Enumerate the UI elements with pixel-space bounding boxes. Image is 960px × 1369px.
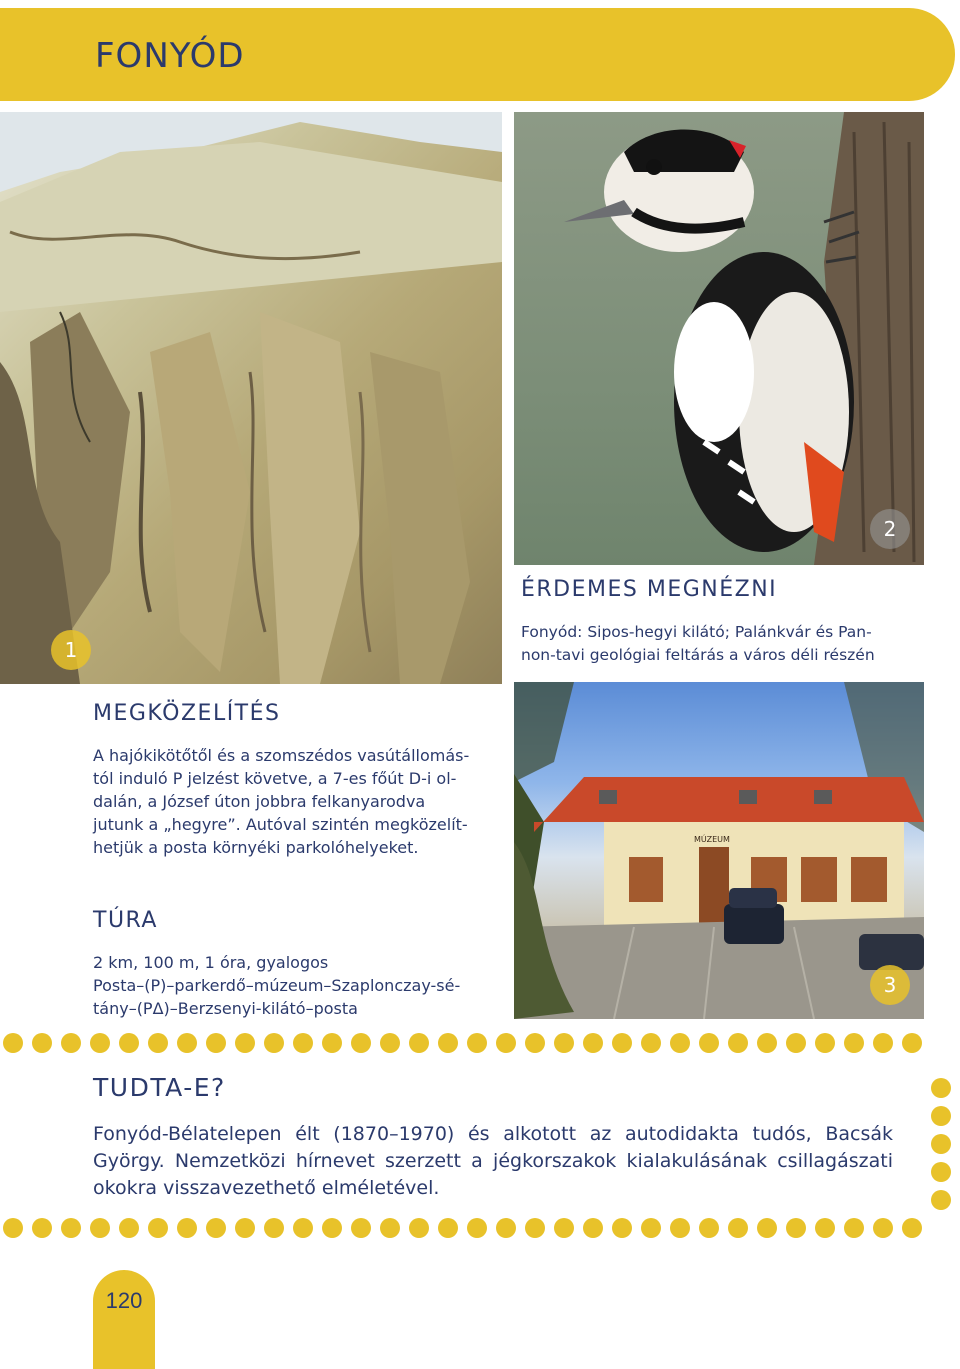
decorative-dot — [148, 1033, 168, 1053]
photo-number-1: 1 — [51, 630, 91, 670]
decorative-dot — [931, 1162, 951, 1182]
decorative-dot — [902, 1033, 922, 1053]
decorative-dot — [757, 1218, 777, 1238]
tudta-heading: TUDTA-E? — [93, 1073, 226, 1102]
megkozelites-line: hetjük a posta környéki parkolóhelyeket. — [93, 838, 419, 857]
decorative-dot — [235, 1033, 255, 1053]
decorative-dot — [902, 1218, 922, 1238]
decorative-dot — [844, 1218, 864, 1238]
decorative-dot — [873, 1033, 893, 1053]
decorative-dot — [380, 1218, 400, 1238]
tura-line: tány–(PΔ)–Berzsenyi-kilátó–posta — [93, 999, 358, 1018]
decorative-dot — [322, 1033, 342, 1053]
decorative-dot — [351, 1218, 371, 1238]
photo-number-2: 2 — [870, 509, 910, 549]
decorative-dot — [931, 1134, 951, 1154]
decorative-dot — [757, 1033, 777, 1053]
decorative-dot — [641, 1033, 661, 1053]
decorative-dot — [641, 1218, 661, 1238]
decorative-dot — [815, 1218, 835, 1238]
megkozelites-line: tól induló P jelzést követve, a 7-es főút D-i ol- — [93, 769, 457, 788]
decorative-dot — [206, 1033, 226, 1053]
decorative-dot — [844, 1033, 864, 1053]
decorative-dot — [525, 1033, 545, 1053]
page-title: FONYÓD — [95, 36, 245, 76]
header-banner — [0, 8, 955, 101]
decorative-dot — [264, 1033, 284, 1053]
decorative-dot — [438, 1218, 458, 1238]
decorative-dot — [931, 1190, 951, 1210]
decorative-dot — [699, 1033, 719, 1053]
decorative-dot — [380, 1033, 400, 1053]
tura-line: Posta–(P)–parkerdő–múzeum–Szaplonczay-sé- — [93, 976, 461, 995]
decorative-dot — [61, 1033, 81, 1053]
decorative-dot — [3, 1033, 23, 1053]
decorative-dot — [699, 1218, 719, 1238]
decorative-dot — [61, 1218, 81, 1238]
dotted-border-bottom — [3, 1218, 922, 1240]
page-number-tab — [93, 1270, 155, 1369]
decorative-dot — [235, 1218, 255, 1238]
decorative-dot — [177, 1218, 197, 1238]
decorative-dot — [32, 1218, 52, 1238]
decorative-dot — [728, 1218, 748, 1238]
woodpecker-photo — [514, 112, 924, 565]
decorative-dot — [3, 1218, 23, 1238]
decorative-dot — [815, 1033, 835, 1053]
decorative-dot — [90, 1218, 110, 1238]
decorative-dot — [931, 1078, 951, 1098]
decorative-dot — [525, 1218, 545, 1238]
decorative-dot — [786, 1033, 806, 1053]
decorative-dot — [264, 1218, 284, 1238]
megkozelites-heading: MEGKÖZELÍTÉS — [93, 701, 281, 726]
decorative-dot — [583, 1218, 603, 1238]
tura-text — [93, 951, 508, 1020]
decorative-dot — [322, 1218, 342, 1238]
decorative-dot — [293, 1218, 313, 1238]
decorative-dot — [554, 1033, 574, 1053]
decorative-dot — [583, 1033, 603, 1053]
decorative-dot — [119, 1033, 139, 1053]
cliff-photo — [0, 112, 502, 684]
decorative-dot — [931, 1106, 951, 1126]
decorative-dot — [496, 1033, 516, 1053]
decorative-dot — [873, 1218, 893, 1238]
decorative-dot — [293, 1033, 313, 1053]
museum-sign: MÚZEUM — [694, 835, 730, 844]
decorative-dot — [467, 1033, 487, 1053]
museum-illustration — [514, 682, 924, 1019]
megkozelites-line: A hajókikötőtől és a szomszédos vasútállomás- — [93, 746, 470, 765]
tura-heading: TÚRA — [93, 908, 158, 933]
decorative-dot — [119, 1218, 139, 1238]
page-number: 120 — [105, 1288, 143, 1313]
megkozelites-line: dalán, a József úton jobbra felkanyarodva — [93, 792, 426, 811]
cliff-illustration — [0, 112, 502, 684]
photo-number-3: 3 — [870, 965, 910, 1005]
decorative-dot — [670, 1033, 690, 1053]
dotted-border-top — [3, 1033, 922, 1055]
decorative-dot — [728, 1033, 748, 1053]
erdemes-line: non-tavi geológiai feltárás a város déli részén — [521, 646, 875, 664]
erdemes-line: Fonyód: Sipos-hegyi kilátó; Palánkvár és Pan- — [521, 623, 872, 641]
decorative-dot — [177, 1033, 197, 1053]
dotted-border-right — [931, 1078, 953, 1210]
museum-photo — [514, 682, 924, 1019]
decorative-dot — [206, 1218, 226, 1238]
decorative-dot — [467, 1218, 487, 1238]
decorative-dot — [32, 1033, 52, 1053]
decorative-dot — [670, 1218, 690, 1238]
megkozelites-text — [93, 744, 508, 859]
tudta-text: Fonyód-Bélatelepen élt (1870–1970) és alkotott az autodidakta tudós, Bacsák György. Nemzetközi hírnevet szerzett a jégkorszakok kialakulásának csillagászati okokra visszavezethető elméletével. — [93, 1123, 893, 1199]
tura-line: 2 km, 100 m, 1 óra, gyalogos — [93, 953, 329, 972]
decorative-dot — [351, 1033, 371, 1053]
decorative-dot — [409, 1218, 429, 1238]
decorative-dot — [148, 1218, 168, 1238]
decorative-dot — [612, 1218, 632, 1238]
decorative-dot — [554, 1218, 574, 1238]
decorative-dot — [90, 1033, 110, 1053]
decorative-dot — [438, 1033, 458, 1053]
erdemes-heading: ÉRDEMES MEGNÉZNI — [521, 577, 778, 602]
decorative-dot — [496, 1218, 516, 1238]
decorative-dot — [409, 1033, 429, 1053]
decorative-dot — [612, 1033, 632, 1053]
megkozelites-line: jutunk a „hegyre”. Autóval szintén megközelít- — [93, 815, 468, 834]
erdemes-text — [521, 621, 931, 667]
woodpecker-illustration — [514, 112, 924, 565]
decorative-dot — [786, 1218, 806, 1238]
